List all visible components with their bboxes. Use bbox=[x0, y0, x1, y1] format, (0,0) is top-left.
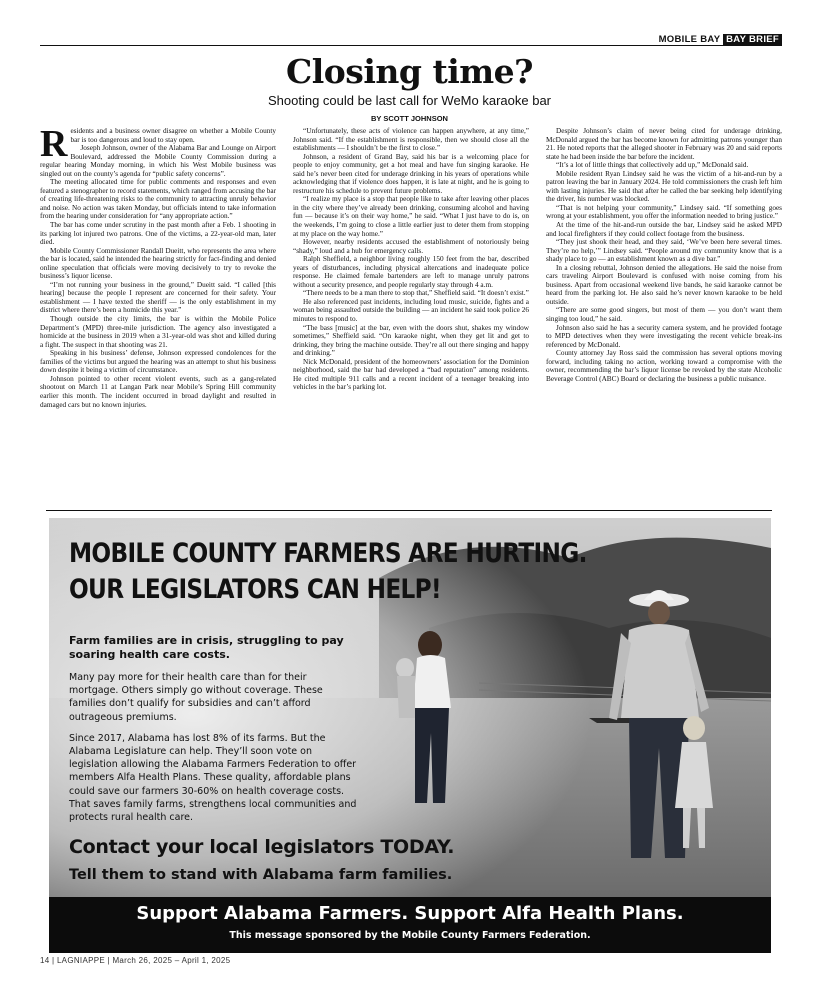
article-paragraph: Residents and a business owner disagree on whether a Mobile County bar is too dangerous and loud to stay open. bbox=[40, 127, 276, 165]
advertisement bbox=[49, 518, 771, 953]
ad-headline-line2: OUR LEGISLATORS CAN HELP! bbox=[69, 574, 441, 605]
article-paragraph: Ralph Sheffield, a neighbor living roughly 150 feet from the bar, described years of disturbances, including physical altercations and inadequate police response. He claimed female bartenders are left to manage unruly patrons without a security presence, and people regularly stay through 4 a.m. bbox=[293, 255, 529, 289]
article-paragraph: “The bass [music] at the bar, even with the doors shut, shakes my window sometimes,” Sheffield said. “On karaoke night, when they get lit and get to drinking, they bring the machine outside. They’re all out there singing and happy and drinking.” bbox=[293, 323, 529, 358]
page-footer: 14 | LAGNIAPPE | March 26, 2025 – April 1, 2025 bbox=[40, 956, 231, 965]
article-column-2 bbox=[293, 127, 529, 502]
ad-divider bbox=[46, 510, 772, 511]
ad-paragraph: Many pay more for their health care than for their mortgage. Others simply go without coverage. These families don’t qualify for subsidies and can’t afford outrageous premiums. bbox=[69, 672, 323, 723]
drop-cap: R bbox=[40, 127, 68, 165]
ad-call-to-action-sub: Tell them to stand with Alabama farm families. bbox=[69, 867, 453, 883]
article-paragraph: “There needs to be a man there to stop that,” Sheffield said. “It doesn’t exist.” bbox=[303, 289, 529, 298]
article-byline: BY SCOTT JOHNSON bbox=[371, 114, 448, 123]
article-paragraph: Despite Johnson’s claim of never being cited for underage drinking, McDonald argued the bar has become known for admitting patrons younger than 21. He noted reports that the alleged shooter in February was 20 and said reports state he had been inside the bar before the incident. bbox=[546, 127, 782, 161]
article-paragraph: In a closing rebuttal, Johnson denied the allegations. He said the noise from cars traveling Airport Boulevard is confused with noise coming from his business. Apart from occasional weekend live bands, he said karaoke cannot be heard from the parking lot. He also said he’s never known karaoke to be held outside. bbox=[546, 263, 782, 306]
article-paragraph: However, nearby residents accused the establishment of notoriously being “shady,” loud and a hub for emergency calls. bbox=[293, 238, 529, 255]
article-paragraph: Johnson also said he has a security camera system, and he provided footage to MPD detectives when they were investigating the recent vehicle break-ins referenced by McDonald. bbox=[546, 323, 782, 349]
ad-slogan: Support Alabama Farmers. Support Alfa Health Plans. bbox=[136, 903, 684, 924]
ad-headline-line1: MOBILE COUNTY FARMERS ARE HURTING. bbox=[69, 538, 587, 569]
section-label bbox=[659, 34, 782, 45]
article-paragraph: “I’m not running your business in the ground,” Dueitt said. “I called [this hearing] because the people I represent are concerned for their safety. Your establishment — I have texted the sheriff — is the only establishment in my district where there’s been a homicide this year.” bbox=[40, 280, 276, 315]
article-paragraph: Joseph Johnson, owner of the Alabama Bar and Lounge on Airport Boulevard, addressed the Mobile County Commission during a regular hearing Monday morning, in which his West Mobile business was singled out on the county’s agenda for “public safety concerns”. bbox=[40, 144, 276, 178]
article-paragraph: “It’s a lot of little things that collectively add up,” McDonald said. bbox=[556, 161, 749, 170]
section-label-part2: BAY BRIEF bbox=[723, 34, 782, 45]
article-paragraph: The meeting allocated time for public comments and responses and even featured a stenographer to record statements, which ranged from accusing the bar of creating life-threatening risks to the community to attracting unruly behavior and noise. No action was taken Monday, but officials intend to take information from the hearing under consideration for “any appropriate action.” bbox=[40, 178, 276, 221]
article-paragraph: “They just shook their head, and they said, ‘We’ve been here several times. They’re no help,’” Lindsey said. “People around my community know that is a shady place to go — an establishment known as a dive bar.” bbox=[546, 238, 782, 264]
article-paragraph: He also referenced past incidents, including loud music, suicide, fights and a woman being assaulted outside the building — an incident he said took police 26 minutes to respond to. bbox=[293, 297, 529, 324]
article-paragraph: “There are some good singers, but most of them — you don’t want them singing too loud,” he said. bbox=[546, 306, 782, 324]
article-paragraph: Johnson, a resident of Grand Bay, said his bar is a welcoming place for people to enjoy community, get a hot meal and have fun singing karaoke. He said he’s never been cited for underage drinking in his years of operations while acknowledging that if violence does happen, it is late at night, and he is going to restructure his schedule to prevent future problems. bbox=[293, 152, 529, 195]
article-paragraph: At the time of the hit-and-run outside the bar, Lindsey said he asked MPD and local firefighters if they could collect footage from the business. bbox=[546, 221, 782, 238]
section-label-part1: MOBILE BAY bbox=[658, 34, 721, 45]
article-subhead: Shooting could be last call for WeMo karaoke bar bbox=[267, 93, 552, 108]
ad-paragraph: Since 2017, Alabama has lost 8% of its farms. But the Alabama Legislature can help. They’ll soon vote on legislation allowing the Alabama Farmers Federation to offer members Alfa Health Plans. These quality, affordable plans could save our farmers 30-60% on health coverage costs. That saves family farms, strengthens local communities and protects rural health care. bbox=[69, 732, 357, 824]
article-paragraph: Mobile resident Ryan Lindsey said he was the victim of a hit-and-run by a patron leaving the bar in January 2024. He told commissioners the crash left him with lasting injuries. He said that after he called the bar seeking help identifying the driver, his number was blocked. bbox=[546, 169, 782, 204]
header-rule bbox=[40, 45, 782, 46]
article-paragraph: County attorney Jay Ross said the commission has several options moving forward, including taking no action, working toward a compromise with the owner, recommending the bar’s liquor license be revoked by the state Alcoholic Beverage Control (ABC) Board or declaring the business a public nuisance. bbox=[546, 349, 782, 383]
ad-call-to-action: Contact your local legislators TODAY. bbox=[69, 836, 455, 858]
article-paragraph: Mobile County Commissioner Randall Dueitt, who represents the area where the bar is located, said he intended the hearing strictly for fact-finding and denied online speculation that officials were moving decisively to try to revoke the business’s liquor license. bbox=[40, 246, 276, 281]
article-column-1 bbox=[40, 127, 276, 502]
article-column-3 bbox=[546, 127, 782, 502]
article-body bbox=[40, 127, 782, 502]
ad-body bbox=[69, 634, 359, 832]
page-number: 14 bbox=[40, 956, 50, 965]
article-headline: Closing time? bbox=[285, 52, 533, 91]
article-paragraph: “That is not helping your community,” Lindsey said. “If something goes wrong at your establishment, you offer the information needed to bring justice.” bbox=[546, 203, 782, 221]
ad-sponsor: This message sponsored by the Mobile County Farmers Federation. bbox=[229, 930, 591, 941]
ad-footer-banner bbox=[49, 897, 771, 953]
ad-lead: Farm families are in crisis, struggling to pay soaring health care costs. bbox=[69, 634, 344, 661]
article-paragraph: Johnson pointed to other recent violent events, such as a gang-related shootout on March 11 at Langan Park near Mobile’s Spring Hill community earlier this month. The incident occurred in broad daylight and resulted in damaged cars but no known injuries. bbox=[40, 374, 276, 409]
ad-headline bbox=[69, 536, 723, 608]
article-paragraph: “Unfortunately, these acts of violence can happen anywhere, at any time,” Johnson said. “If the establishment is responsible, then we should close all the establishments — I shouldn’t be the first to close.” bbox=[293, 127, 529, 153]
issue-dates: March 26, 2025 – April 1, 2025 bbox=[112, 956, 231, 965]
article-paragraph: Speaking in his business’ defense, Johnson expressed condolences for the families of the victims but argued the hearing was an attempt to shut his business down despite it being a victim of circumstance. bbox=[40, 349, 276, 375]
article-paragraph: “I realize my place is a stop that people like to take after leaving other places in the city where they’ve already been drinking, consuming alcohol and having fun — because it’s on their way home,” he said. “What I just have to do is, on the weekends, I’m going to close a little earlier just to deter them from stopping at my place on the way home.” bbox=[293, 195, 529, 238]
publication-name: LAGNIAPPE bbox=[56, 956, 105, 965]
article-paragraph: Though outside the city limits, the bar is within the Mobile Police Department’s (MPD) three-mile jurisdiction. The agency also investigated a homicide at the business in 2019 when a 31-year-old was shot and killed during a fight. The suspect in that shooting was 21. bbox=[40, 315, 276, 349]
article-paragraph: The bar has come under scrutiny in the past month after a Feb. 1 shooting in its parking lot injured two patrons. One of the victims, a 22-year-old man, later died. bbox=[40, 221, 276, 247]
article-paragraph: Nick McDonald, president of the homeowners’ association for the Dominion neighborhood, said the bar had developed a “bad reputation” among residents. He cited multiple 911 calls and a recent incident of a teenager breaking into vehicles in the bar’s parking lot. bbox=[293, 357, 529, 392]
